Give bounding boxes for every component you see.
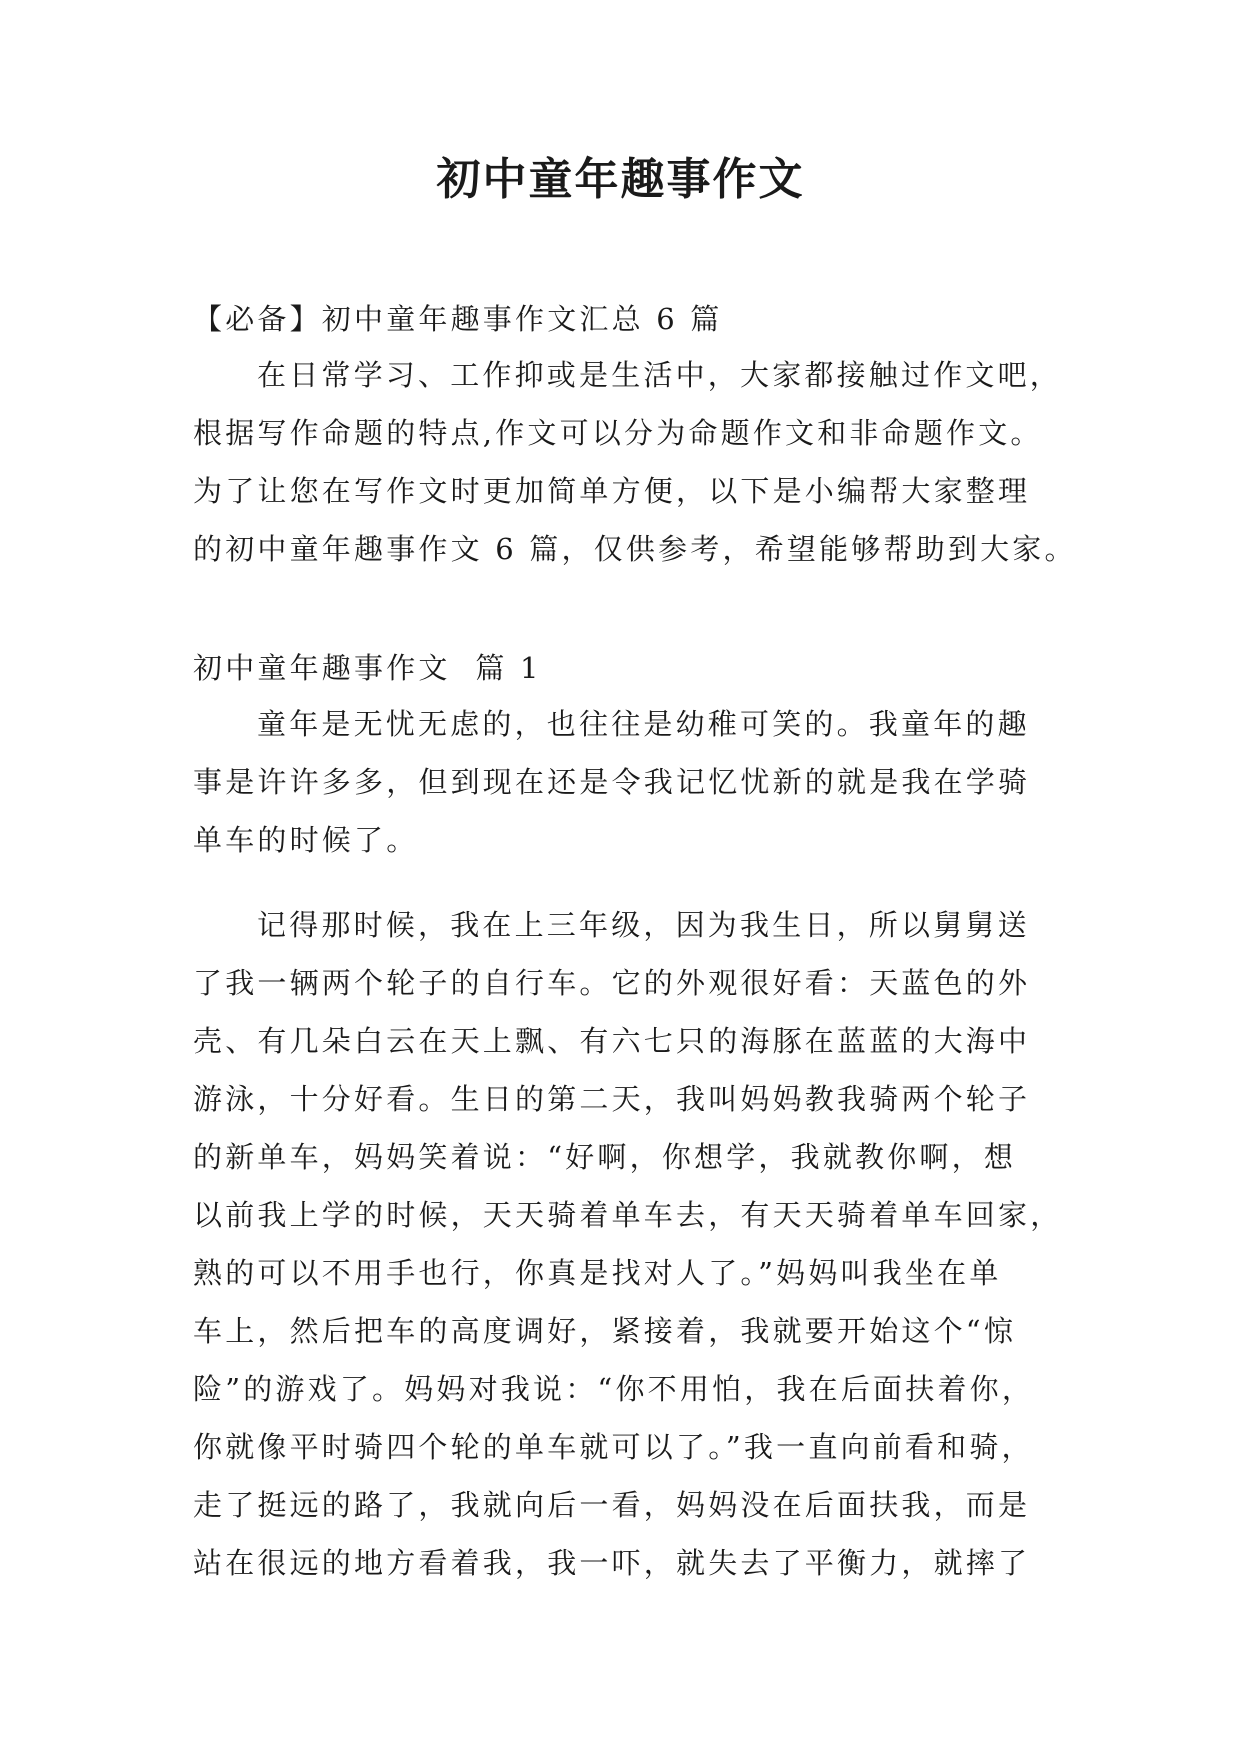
paragraph-line: 壳、有几朵白云在天上飘、有六七只的海豚在蓝蓝的大海中 bbox=[193, 1024, 1031, 1058]
essay-paragraph-2 bbox=[193, 896, 1063, 1592]
paragraph-line: 游泳，十分好看。生日的第二天，我叫妈妈教我骑两个轮子 bbox=[193, 1082, 1031, 1116]
paragraph-line: 你就像平时骑四个轮的单车就可以了。”我一直向前看和骑， bbox=[193, 1430, 1034, 1464]
paragraph-line: 事是许许多多，但到现在还是令我记忆忧新的就是我在学骑 bbox=[193, 765, 1031, 799]
essay-paragraph-1 bbox=[193, 695, 1053, 869]
paragraph-line: 童年是无忧无虑的，也往往是幼稚可笑的。我童年的趣 bbox=[257, 707, 1030, 741]
paragraph-line: 了我一辆两个轮子的自行车。它的外观很好看：天蓝色的外 bbox=[193, 966, 1031, 1000]
intro-paragraph bbox=[193, 346, 1077, 578]
paragraph-line: 单车的时候了。 bbox=[193, 823, 419, 857]
paragraph-line: 的新单车，妈妈笑着说：“好啊，你想学，我就教你啊，想 bbox=[193, 1140, 1017, 1174]
paragraph-line: 以前我上学的时候，天天骑着单车去，有天天骑着单车回家， bbox=[193, 1198, 1063, 1232]
paragraph-line: 站在很远的地方看着我，我一吓，就失去了平衡力，就摔了 bbox=[193, 1546, 1031, 1580]
intro-line: 为了让您在写作文时更加简单方便，以下是小编帮大家整理 bbox=[193, 474, 1031, 508]
paragraph-line: 记得那时候，我在上三年级，因为我生日，所以舅舅送 bbox=[257, 908, 1030, 942]
intro-line: 的初中童年趣事作文 6 篇，仅供参考，希望能够帮助到大家。 bbox=[193, 532, 1077, 566]
section-heading: 初中童年趣事作文 篇 1 bbox=[193, 651, 542, 685]
intro-line: 根据写作命题的特点,作文可以分为命题作文和非命题作文。 bbox=[193, 416, 1043, 450]
document-subtitle: 【必备】初中童年趣事作文汇总 6 篇 bbox=[193, 302, 723, 336]
document-title: 初中童年趣事作文 bbox=[436, 154, 805, 205]
paragraph-line: 车上，然后把车的高度调好，紧接着，我就要开始这个“惊 bbox=[193, 1314, 1017, 1348]
paragraph-line: 熟的可以不用手也行，你真是找对人了。”妈妈叫我坐在单 bbox=[193, 1256, 1002, 1290]
intro-line: 在日常学习、工作抑或是生活中，大家都接触过作文吧， bbox=[257, 358, 1063, 392]
paragraph-line: 走了挺远的路了，我就向后一看，妈妈没在后面扶我，而是 bbox=[193, 1488, 1031, 1522]
paragraph-line: 险”的游戏了。妈妈对我说：“你不用怕，我在后面扶着你， bbox=[193, 1372, 1035, 1406]
